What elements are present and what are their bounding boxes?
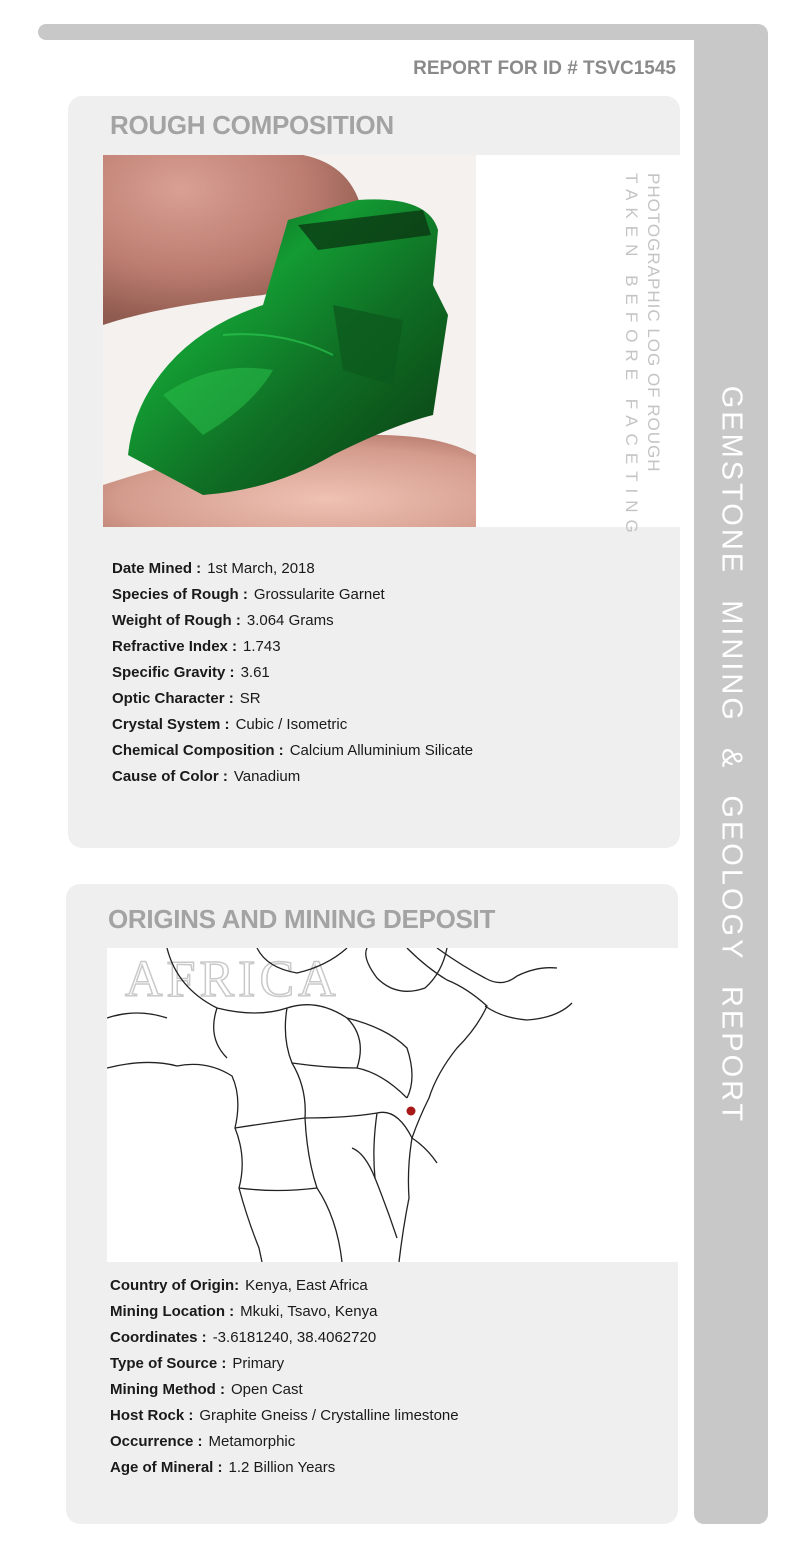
property-row bbox=[112, 686, 473, 712]
property-label: Mining Location : bbox=[110, 1303, 235, 1320]
side-report-title: GEMSTONE MINING & GEOLOGY REPORT bbox=[715, 385, 748, 1125]
property-label: Coordinates : bbox=[110, 1329, 207, 1346]
property-value: 3.61 bbox=[240, 664, 270, 681]
property-row bbox=[112, 582, 473, 608]
property-value: Cubic / Isometric bbox=[235, 716, 348, 733]
property-row bbox=[110, 1325, 459, 1351]
rough-gemstone-photo bbox=[103, 155, 476, 527]
report-id: REPORT FOR ID # TSVC1545 bbox=[413, 58, 676, 79]
property-label: Type of Source : bbox=[110, 1355, 227, 1372]
rough-composition-heading: ROUGH COMPOSITION bbox=[110, 110, 394, 140]
property-row bbox=[112, 712, 473, 738]
property-value: Metamorphic bbox=[208, 1433, 296, 1450]
property-value: Mkuki, Tsavo, Kenya bbox=[240, 1303, 378, 1320]
rough-property-list bbox=[112, 556, 473, 790]
property-label: Weight of Rough : bbox=[112, 612, 241, 629]
property-label: Age of Mineral : bbox=[110, 1459, 223, 1476]
property-value: Grossularite Garnet bbox=[253, 586, 385, 603]
africa-map-area bbox=[107, 948, 678, 1262]
photo-caption-text: PHOTOGRAPHIC LOG OF ROUGH TAKEN BEFORE FACETING bbox=[622, 173, 663, 540]
property-row bbox=[112, 764, 473, 790]
property-row bbox=[112, 608, 473, 634]
africa-map bbox=[107, 948, 678, 1262]
property-value: Graphite Gneiss / Crystalline limestone bbox=[199, 1407, 459, 1424]
property-value: SR bbox=[239, 690, 261, 707]
property-row bbox=[110, 1455, 459, 1481]
property-label: Crystal System : bbox=[112, 716, 230, 733]
property-row bbox=[110, 1403, 459, 1429]
property-label: Species of Rough : bbox=[112, 586, 248, 603]
property-row bbox=[112, 738, 473, 764]
property-row bbox=[112, 660, 473, 686]
property-row bbox=[110, 1429, 459, 1455]
mine-location-marker bbox=[407, 1107, 416, 1116]
photo-caption bbox=[622, 173, 684, 540]
property-label: Mining Method : bbox=[110, 1381, 225, 1398]
rough-composition-panel bbox=[68, 96, 680, 848]
property-row bbox=[110, 1351, 459, 1377]
property-label: Refractive Index : bbox=[112, 638, 238, 655]
property-row bbox=[112, 634, 473, 660]
property-label: Chemical Composition : bbox=[112, 742, 284, 759]
map-label: AFRICA bbox=[125, 951, 340, 1008]
rough-photo-area bbox=[103, 155, 680, 540]
property-row bbox=[110, 1299, 459, 1325]
property-value: -3.6181240, 38.4062720 bbox=[212, 1329, 377, 1346]
property-label: Optic Character : bbox=[112, 690, 234, 707]
origins-property-list bbox=[110, 1273, 459, 1481]
property-value: Vanadium bbox=[233, 768, 301, 785]
property-label: Date Mined : bbox=[112, 560, 202, 577]
property-value: Primary bbox=[232, 1355, 285, 1372]
property-label: Cause of Color : bbox=[112, 768, 228, 785]
property-label: Specific Gravity : bbox=[112, 664, 235, 681]
property-label: Host Rock : bbox=[110, 1407, 194, 1424]
origins-heading: ORIGINS AND MINING DEPOSIT bbox=[108, 904, 496, 934]
property-value: Calcium Alluminium Silicate bbox=[289, 742, 474, 759]
property-label: Occurrence : bbox=[110, 1433, 203, 1450]
property-value: 1st March, 2018 bbox=[207, 560, 315, 577]
property-value: 1.743 bbox=[243, 638, 281, 655]
property-value: Open Cast bbox=[230, 1381, 303, 1398]
origins-panel bbox=[66, 884, 678, 1524]
property-row bbox=[110, 1273, 459, 1299]
property-row bbox=[112, 556, 473, 582]
property-row bbox=[110, 1377, 459, 1403]
property-value: 1.2 Billion Years bbox=[228, 1459, 336, 1476]
property-value: 3.064 Grams bbox=[246, 612, 334, 629]
top-frame-bar bbox=[38, 24, 728, 40]
property-value: Kenya, East Africa bbox=[245, 1277, 368, 1294]
property-label: Country of Origin: bbox=[110, 1277, 240, 1294]
